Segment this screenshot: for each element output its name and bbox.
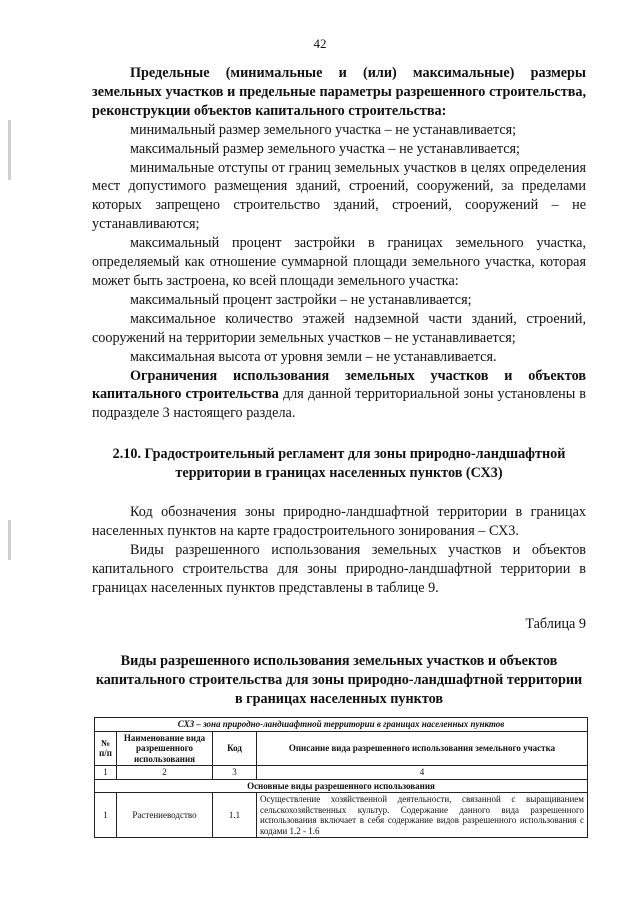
col-number: 3 (213, 766, 257, 780)
paragraph: минимальные отступы от границ земельных участков в целях определения мест допустимого размещения зданий, строений, сооружений, за пределами которых запрещено строительство зданий, строений, сооружений – не устанавливаются; (92, 159, 586, 233)
table-label: Таблица 9 (525, 616, 586, 632)
scan-edge-mark (8, 120, 11, 180)
col-header-name: Наименование вида разрешенного использования (117, 731, 213, 766)
restrictions-paragraph (92, 367, 586, 424)
table-row (95, 718, 588, 732)
parameters-heading: Предельные (минимальные и (или) максимальные) размеры земельных участков и предельные параметры разрешенного строительства, реконструкции объектов капитального строительства: (92, 65, 586, 119)
col-number: 1 (95, 766, 117, 780)
parameters-block (92, 64, 586, 423)
paragraph: минимальный размер земельного участка – не устанавливается; (130, 121, 517, 138)
paragraph: максимальный процент застройки в границах земельного участка, определяемый как отношение суммарной площади земельного участка, которая может быть застроена, ко всей площади земельного участка: (92, 235, 586, 289)
zone-header: СХ3 – зона природно-ландшафтной территории в границах населенных пунктов (95, 718, 588, 732)
row-no: 1 (95, 793, 117, 838)
row-code: 1.1 (213, 793, 257, 838)
col-header-code: Код (213, 731, 257, 766)
section-title: 2.10. Градостроительный регламент для зоны природно-ландшафтной территории в границах населенных пунктов (СХ3) (112, 446, 566, 481)
paragraph: Виды разрешенного использования земельных участков и объектов капитального строительства для зоны природно-ландшафтной территории в границах населенных пунктов представлены в таблице 9. (92, 541, 586, 596)
restrictions-rest: для данной территориальной зоны установлены в подразделе 3 настоящего раздела. (92, 386, 586, 422)
table-row (95, 793, 588, 838)
col-number: 4 (257, 766, 588, 780)
table-header-row (95, 731, 588, 766)
col-header-no: № п/п (95, 731, 117, 766)
paragraph: максимальный размер земельного участка – не устанавливается; (130, 140, 520, 157)
paragraph: максимальное количество этажей надземной части зданий, строений, сооружений на территории земельных участков – не устанавливается; (92, 310, 586, 346)
section-block (92, 503, 586, 598)
page-number: 42 (313, 36, 327, 51)
col-number: 2 (117, 766, 213, 780)
paragraph: максимальная высота от уровня земли – не устанавливается. (130, 348, 497, 365)
paragraph: максимальный процент застройки – не устанавливается; (130, 291, 472, 308)
col-header-desc: Описание вида разрешенного использования земельного участка (257, 731, 588, 766)
table-title: Виды разрешенного использования земельных участков и объектов капитального строительства для зоны природно-ландшафтной территории в границах населенных пунктов (95, 653, 583, 707)
row-desc: Осуществление хозяйственной деятельности, связанной с выращиванием сельскохозяйственных культур. Содержание данного вида разрешенного использования включает в себя содержание видов разрешенного использования с кодами 1.2 - 1.6 (257, 793, 588, 838)
group-header: Основные виды разрешенного использования (95, 779, 588, 793)
table-row (95, 766, 588, 780)
scan-edge-mark (8, 520, 11, 560)
table-row (95, 779, 588, 793)
land-use-table (94, 717, 588, 838)
restrictions-bold: Ограничения использования земельных участков и объектов капитального строительства (92, 367, 586, 403)
row-name: Растениеводство (117, 793, 213, 838)
paragraph: Код обозначения зоны природно-ландшафтной территории в границах населенных пунктов на карте градостроительного зонирования – СХ3. (92, 504, 586, 539)
